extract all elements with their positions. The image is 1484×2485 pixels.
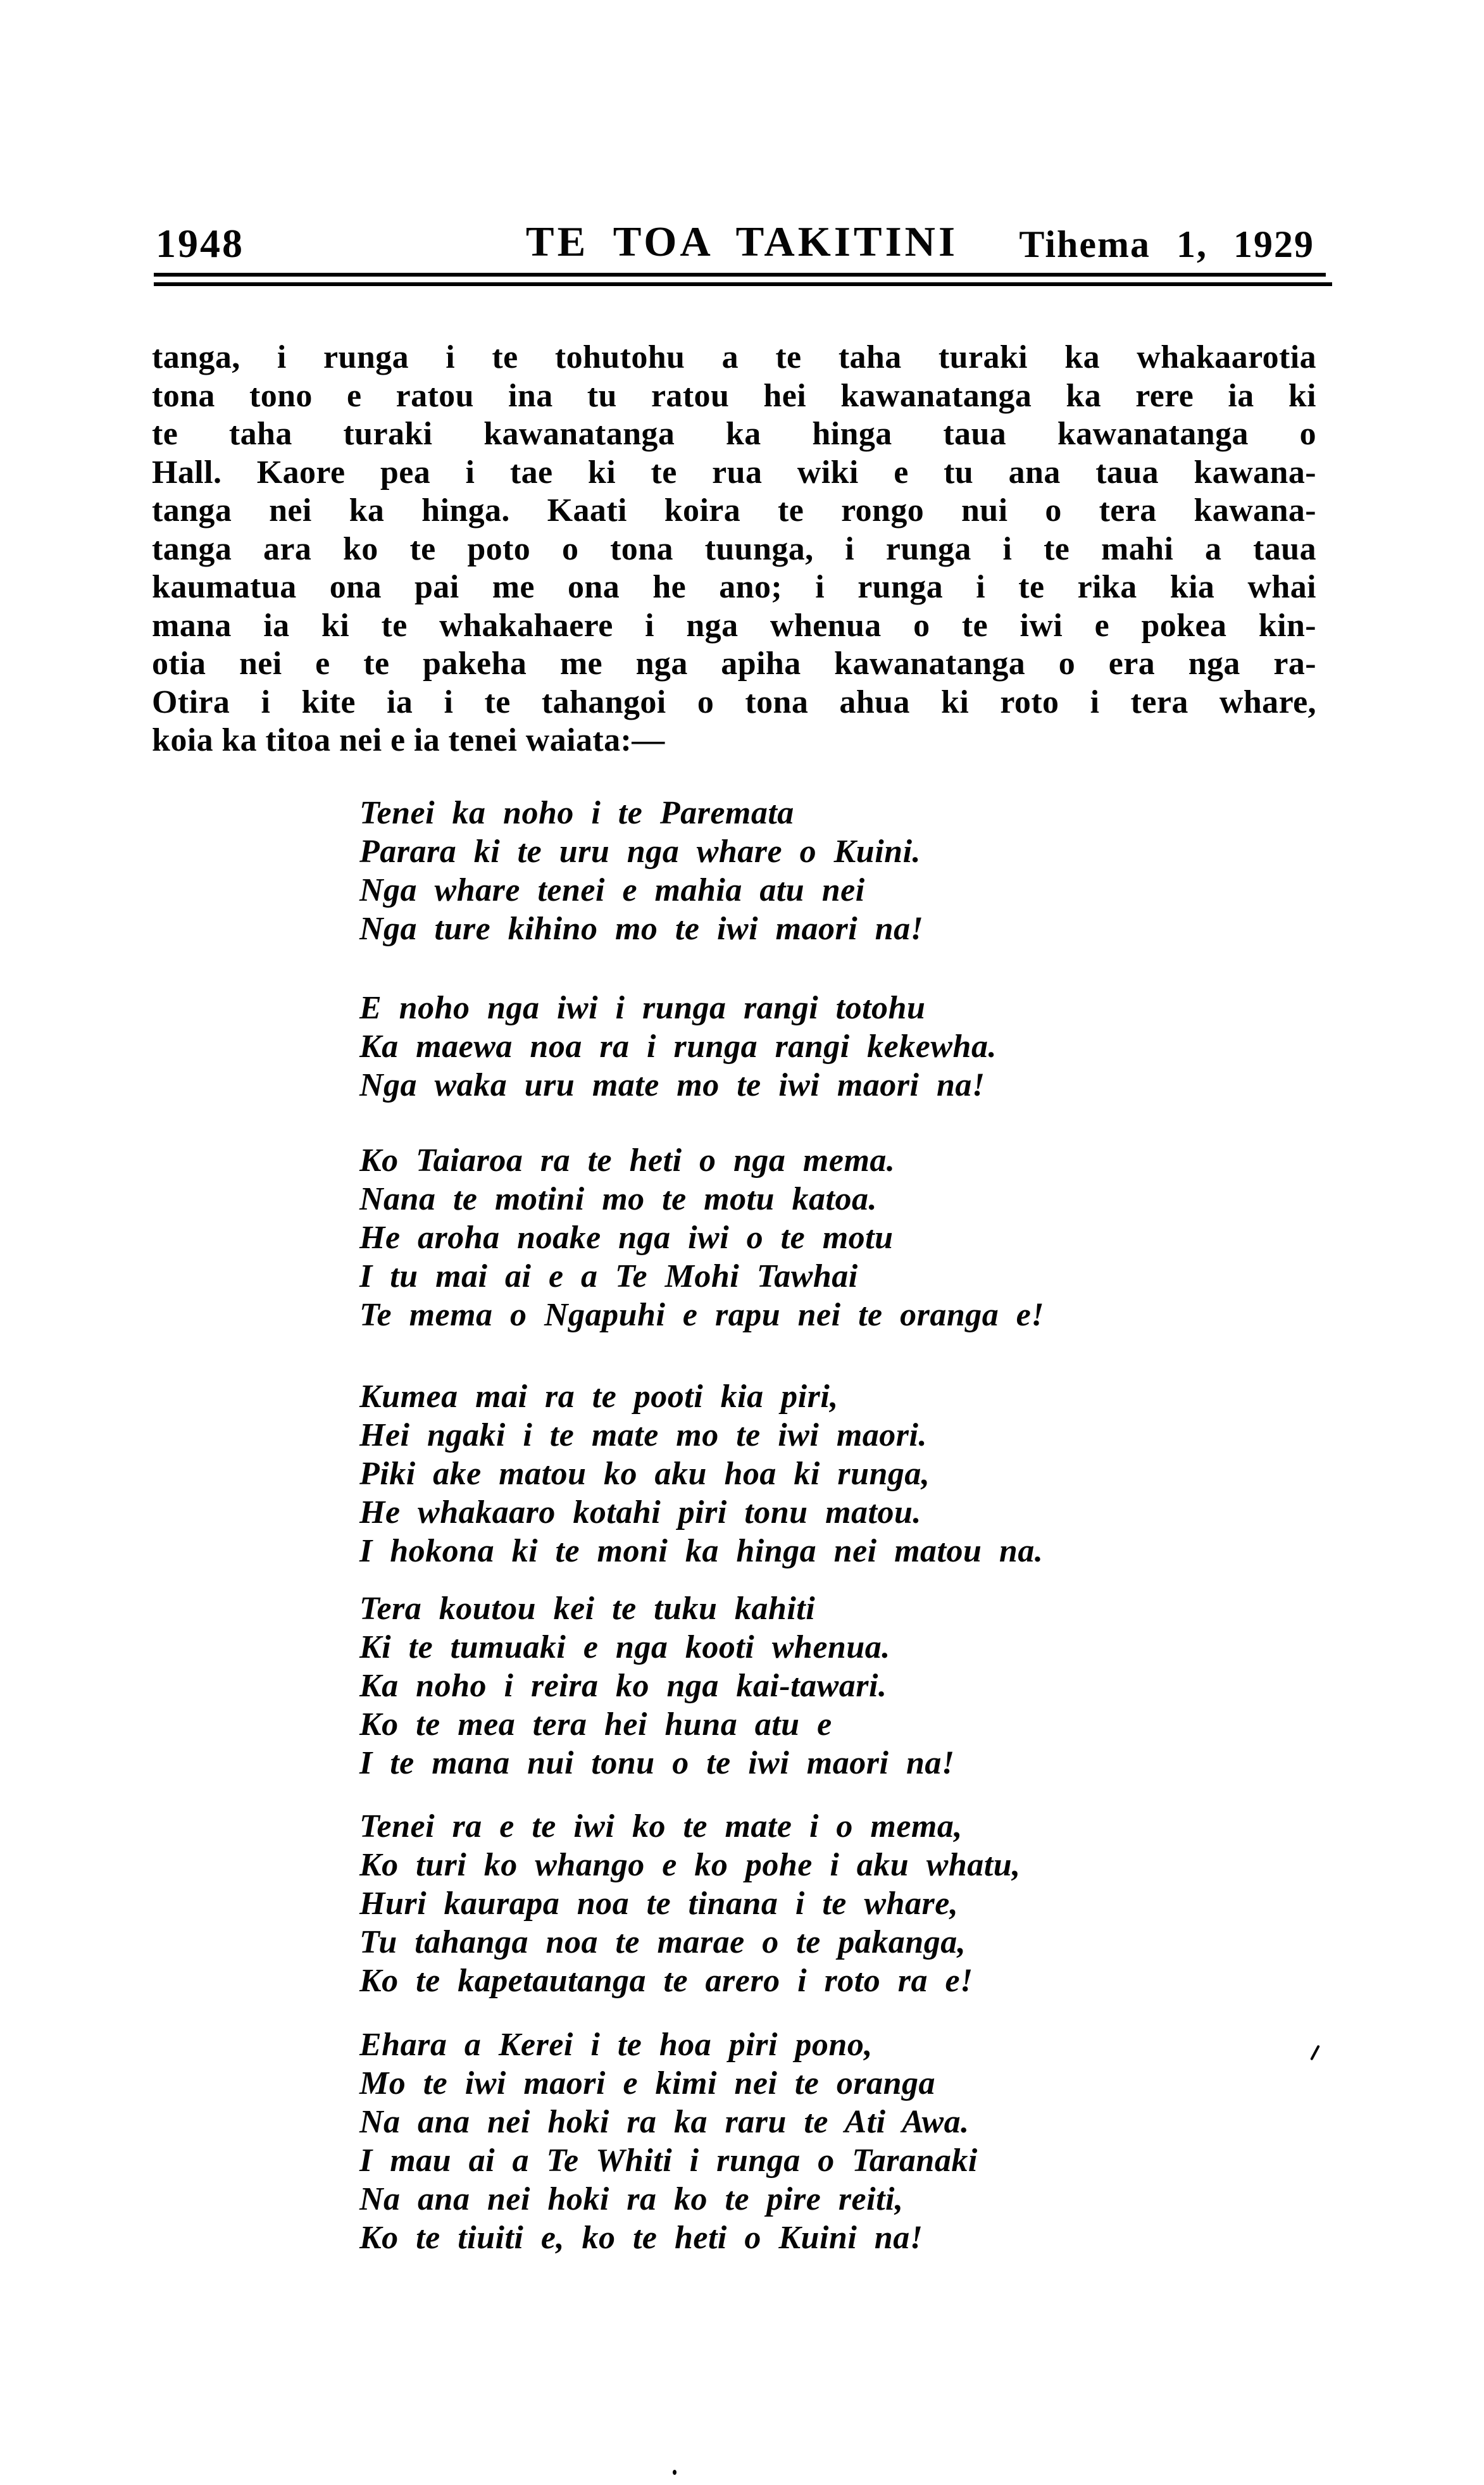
poem-line: Nana te motini mo te motu katoa. (359, 1181, 877, 1217)
poem-line: Nga waka uru mate mo te iwi maori na! (359, 1067, 985, 1103)
header-rule-top (154, 273, 1326, 277)
poem-line: I te mana nui tonu o te iwi maori na! (359, 1745, 955, 1781)
paragraph-line: te taha turaki kawanatanga ka hinga taua kawanatanga o (152, 416, 1316, 452)
poem-line: Nga whare tenei e mahia atu nei (359, 872, 865, 908)
poem-line: I tu mai ai e a Te Mohi Tawhai (359, 1258, 858, 1294)
paragraph-line: tanga ara ko te poto o tona tuunga, i runga i te mahi a taua (152, 530, 1316, 567)
stanza (359, 1141, 1044, 1334)
poem-line: Ko te mea tera hei huna atu e (359, 1706, 832, 1743)
poem-line: Kumea mai ra te pooti kia piri, (359, 1379, 839, 1415)
stanza (359, 1807, 1044, 2000)
article-paragraph (152, 339, 1316, 760)
poem-line: Ko te tiuiti e, ko te heti o Kuini na! (359, 2220, 923, 2256)
header-rule-bottom (154, 282, 1332, 286)
poem-line: Tera koutou kei te tuku kahiti (359, 1591, 816, 1627)
paragraph-line: Hall. Kaore pea i tae ki te rua wiki e tu ana taua kawana- (152, 454, 1316, 491)
poem-line: Ehara a Kerei i te hoa piri pono, (359, 2027, 873, 2063)
page-number: 1948 (156, 221, 244, 266)
poem-line: E noho nga iwi i runga rangi totohu (359, 990, 926, 1026)
poem-line: Piki ake matou ko aku hoa ki runga, (359, 1456, 930, 1492)
paragraph-line: Otira i kite ia i te tahangoi o tona ahua ki roto i tera whare, (152, 684, 1316, 720)
poem-line: Huri kaurapa noa te tinana i te whare, (359, 1886, 959, 1922)
paragraph-line: tona tono e ratou ina tu ratou hei kawanatanga ka rere ia ki (152, 377, 1316, 414)
poem-line: Ko turi ko whango e ko pohe i aku whatu, (359, 1847, 1021, 1883)
stanza (359, 989, 1044, 1105)
issue-date: Tihema 1, 1929 (1019, 223, 1314, 265)
poem-line: I mau ai a Te Whiti i runga o Taranaki (359, 2143, 978, 2179)
poem-line: He whakaaro kotahi piri tonu matou. (359, 1494, 921, 1530)
poem-line: Tenei ka noho i te Paremata (359, 795, 794, 831)
stanza (359, 2025, 1044, 2257)
ink-mark-tick (1310, 2045, 1320, 2061)
poem-line: Hei ngaki i te mate mo te iwi maori. (359, 1417, 927, 1453)
stanza (359, 1377, 1044, 1570)
poem-line: Nga ture kihino mo te iwi maori na! (359, 911, 924, 947)
poem-line: He aroha noake nga iwi o te motu (359, 1220, 894, 1256)
masthead-title: TE TOA TAKITINI (525, 218, 959, 265)
paragraph-line: tanga, i runga i te tohutohu a te taha turaki ka whakaarotia (152, 339, 1316, 375)
poem-line: Na ana nei hoki ra ko te pire reiti, (359, 2181, 904, 2217)
paragraph-line: tanga nei ka hinga. Kaati koira te rongo nui o tera kawana- (152, 492, 1316, 529)
poem-line: Tenei ra e te iwi ko te mate i o mema, (359, 1808, 963, 1844)
ink-mark-dot (673, 2470, 677, 2475)
paragraph-line: kaumatua ona pai me ona he ano; i runga i te rika kia whai (152, 569, 1316, 605)
paragraph-line: koia ka titoa nei e ia tenei waiata:— (152, 722, 665, 758)
paragraph-line: otia nei e te pakeha me nga apiha kawanatanga o era nga ra- (152, 646, 1316, 682)
poem-line: Ki te tumuaki e nga kooti whenua. (359, 1629, 890, 1665)
poem-line: Ko te kapetautanga te arero i roto ra e! (359, 1963, 973, 1999)
poem-line: Mo te iwi maori e kimi nei te oranga (359, 2065, 936, 2101)
poem-line: Te mema o Ngapuhi e rapu nei te oranga e! (359, 1297, 1045, 1333)
poem-line: Parara ki te uru nga whare o Kuini. (359, 834, 921, 870)
paragraph-line: mana ia ki te whakahaere i nga whenua o te iwi e pokea kin- (152, 607, 1316, 644)
poem-line: I hokona ki te moni ka hinga nei matou na. (359, 1533, 1044, 1569)
poem (359, 794, 1044, 2257)
poem-line: Ko Taiaroa ra te heti o nga mema. (359, 1142, 895, 1179)
stanza (359, 1589, 1044, 1782)
poem-line: Ka maewa noa ra i runga rangi kekewha. (359, 1029, 997, 1065)
poem-line: Na ana nei hoki ra ka raru te Ati Awa. (359, 2104, 970, 2140)
stanza (359, 794, 1044, 948)
poem-line: Ka noho i reira ko nga kai-tawari. (359, 1668, 887, 1704)
poem-line: Tu tahanga noa te marae o te pakanga, (359, 1924, 966, 1960)
